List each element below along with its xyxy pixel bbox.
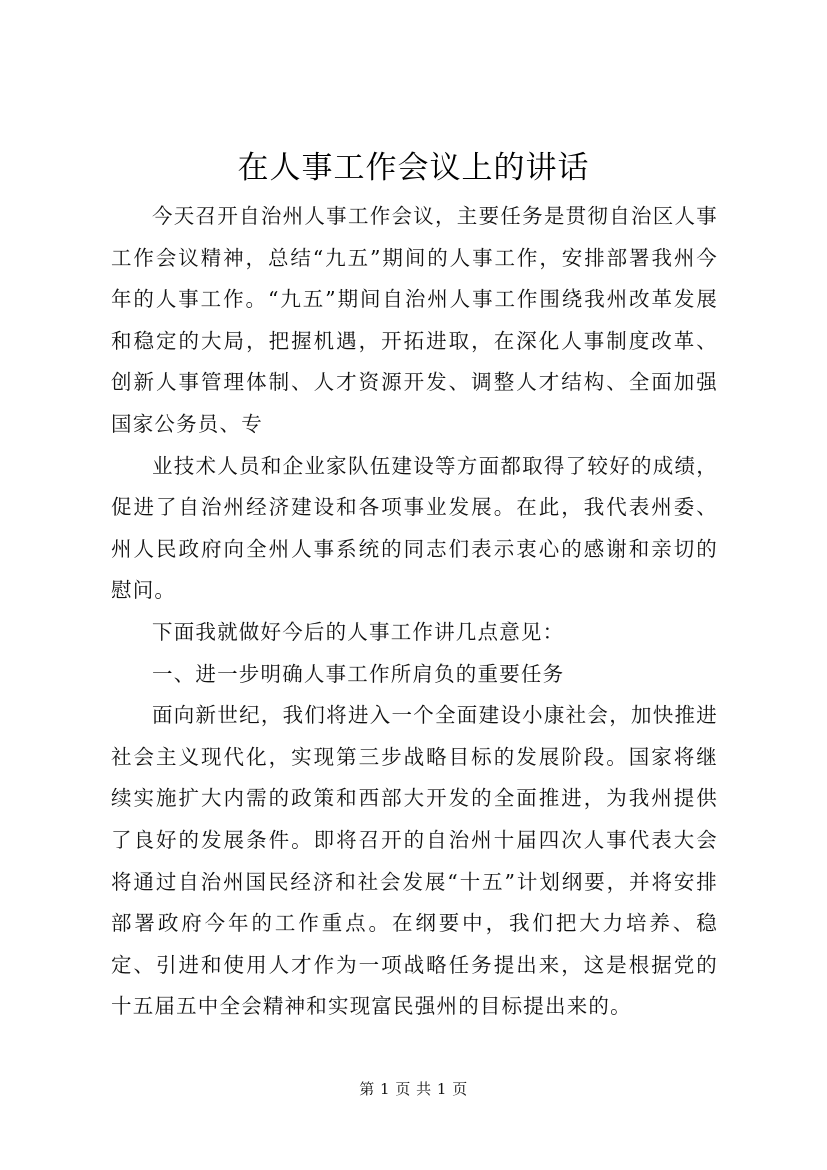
paragraph-4: 面向新世纪，我们将进入一个全面建设小康社会，加快推进社会主义现代化，实现第三步战略目标的发展阶段。国家将继续实施扩大内需的政策和西部大开发的全面推进，为我州提供了良好的发展条件。即将召开的自治州十届四次人事代表大会将通过自治州国民经济和社会发展“十五”计划纲要，并将安排部署政府今年的工作重点。在纲要中，我们把大力培养、稳定、引进和使用人才作为一项战略任务提出来，这是根据党的十五届五中全会精神和实现富民强州的目标提出来的。 — [111, 703, 718, 1019]
paragraph-2: 业技术人员和企业家队伍建设等方面都取得了较好的成绩，促进了自治州经济建设和各项事业发展。在此，我代表州委、州人民政府向全州人事系统的同志们表示衷心的感谢和亲切的慰问。 — [111, 453, 718, 603]
page-footer: 第 1 页 共 1 页 — [359, 1080, 468, 1098]
document-title: 在人事工作会议上的讲话 — [237, 150, 590, 186]
section-heading-1: 一、进一步明确人事工作所肩负的重要任务 — [152, 661, 565, 686]
paragraph-3: 下面我就做好今后的人事工作讲几点意见： — [152, 619, 565, 644]
paragraph-1: 今天召开自治州人事工作会议，主要任务是贯彻自治区人事工作会议精神，总结“九五”期间的人事工作，安排部署我州今年的人事工作。“九五”期间自治州人事工作围绕我州改革发展和稳定的大局，把握机遇，开拓进取，在深化人事制度改革、创新人事管理体制、人才资源开发、调整人才结构、全面加强国家公务员、专 — [111, 204, 718, 436]
document-body — [111, 196, 718, 1028]
